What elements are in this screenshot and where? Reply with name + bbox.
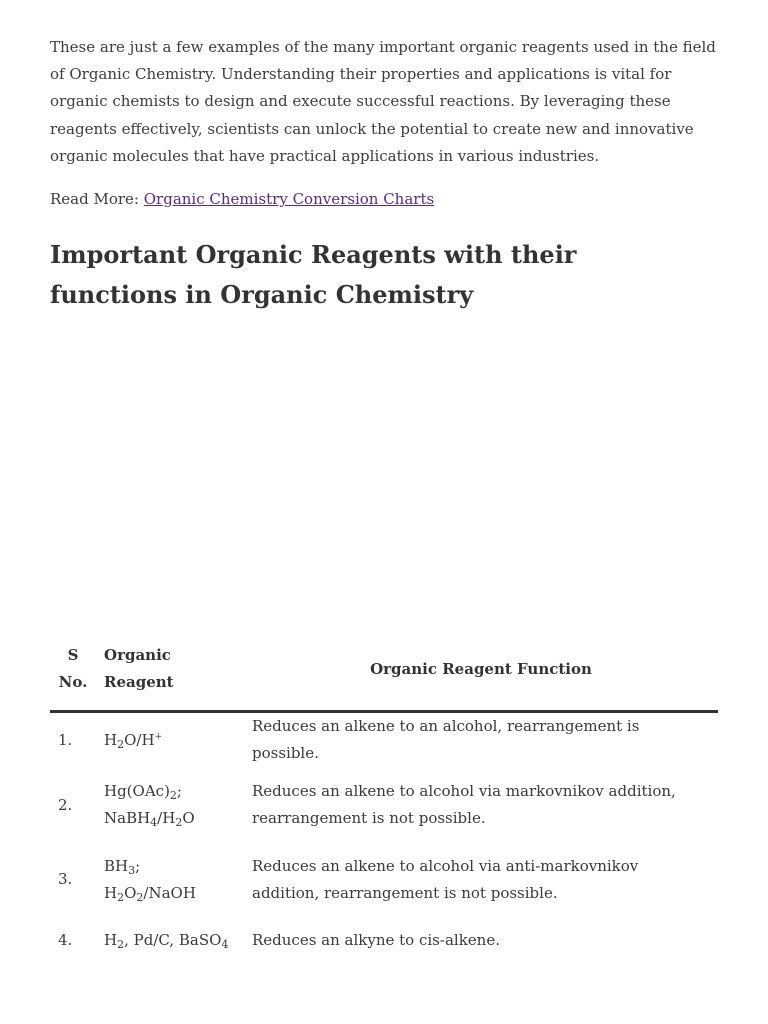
row-number: 1. [58, 730, 73, 749]
row-number: 2. [58, 795, 73, 814]
read-more-link[interactable]: Organic Chemistry Conversion Charts [143, 190, 435, 209]
read-more-prefix: Read More: [50, 190, 144, 209]
reagent-cell: $BH_3$; $H_2O_2$/NaOH [104, 856, 196, 904]
header-function: Organic Reagent Function [244, 638, 718, 712]
table-row [50, 916, 718, 964]
header-s-no [50, 638, 96, 712]
reagent-cell: $Hg(OAc)_2$; $NaBH_4/H_2O$ [104, 782, 195, 829]
header-s-no-line2: No. [58, 673, 88, 691]
reagent-cell: $H_2O/H^+$ [104, 730, 163, 751]
table-row [50, 843, 718, 916]
section-heading: Important Organic Reagents with their functions in Organic Chemistry [50, 240, 577, 310]
read-more-line [50, 186, 718, 213]
article-body [50, 34, 718, 315]
function-cell: Reduces an alkyne to cis-alkene. [252, 930, 500, 949]
table-row [50, 767, 718, 843]
table-header-row [50, 638, 718, 712]
row-number: 3. [58, 870, 73, 888]
header-s-no-line1: S [67, 646, 79, 664]
intro-paragraph: These are just a few examples of the many important organic reagents used in the field of Organic Chemistry. Understanding their properties and applications is vital for organic chemists to design and execute successful reactions. By leveraging these reagents effectively, scientists can unlock the potential to create new and innovative organic molecules that have practical applications in various industries. [50, 38, 716, 165]
function-cell: Reduces an alkene to an alcohol, rearrangement is possible. [252, 717, 640, 762]
row-number: 4. [58, 930, 73, 949]
reagent-cell: $H_2$, Pd/C, BaSO$_4$ [104, 930, 229, 951]
reagents-table [50, 638, 718, 964]
function-cell: Reduces an alkene to alcohol via anti-markovnikov addition, rearrangement is not possible. [252, 856, 639, 902]
header-reagent: Organic Reagent [96, 638, 244, 712]
function-cell: Reduces an alkene to alcohol via markovnikov addition, rearrangement is not possible. [252, 782, 676, 827]
table-row [50, 712, 718, 768]
